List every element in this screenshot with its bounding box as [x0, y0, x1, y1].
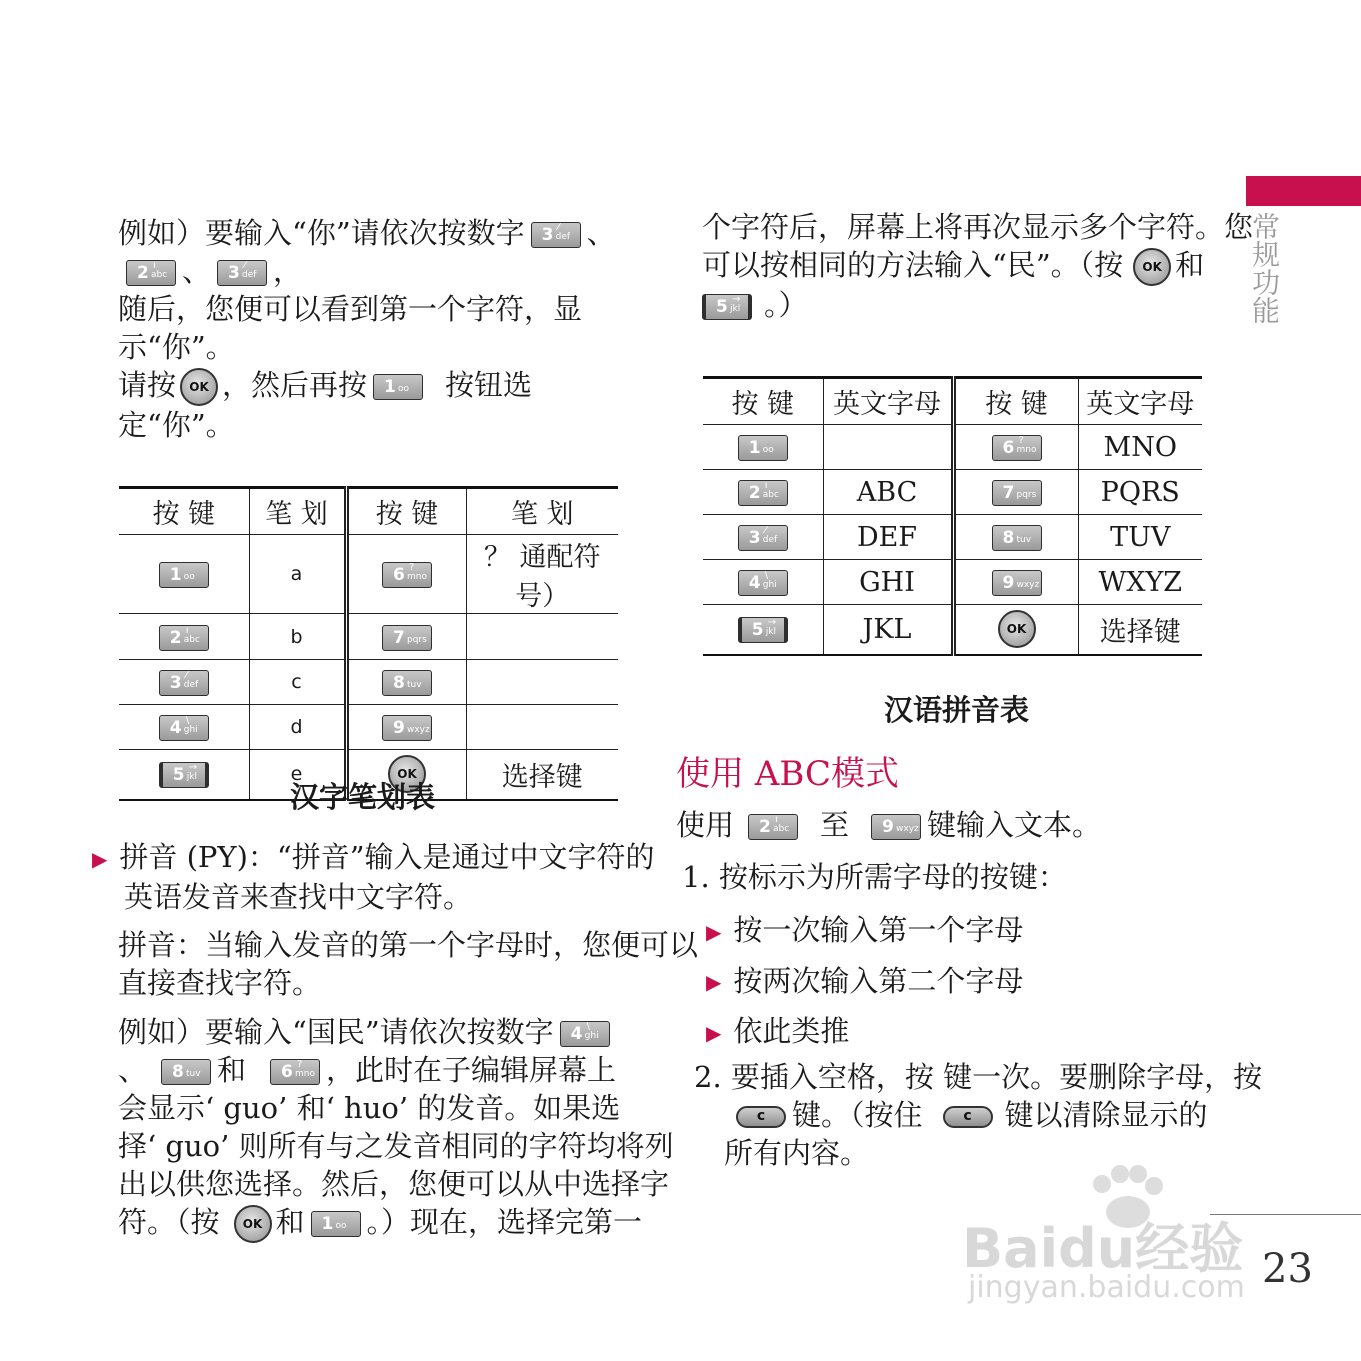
key-3: 3 ⁄ def [217, 260, 267, 286]
key-5: 5 → jkl [159, 762, 209, 788]
key-3: 3 ⁄ def [531, 222, 581, 248]
key-4: 4 \ ghi [560, 1021, 610, 1047]
key-2: 2 ı abc [738, 480, 788, 506]
key-4: 4 \ ghi [738, 570, 788, 596]
abc-item-1: 1. 按标示为所需字母的按键： [682, 860, 1067, 894]
bullet-arrow-icon: ▶ [706, 919, 722, 944]
ok-key-icon: OK [234, 1205, 272, 1243]
key-2: 2 ı abc [126, 260, 176, 286]
key-4: 4 \ ghi [159, 715, 209, 741]
ok-key-icon: OK [180, 368, 218, 406]
list-item: ▶ 依此类推 [706, 1014, 850, 1048]
key-6: 6 ? mno [382, 562, 432, 588]
col-key-2: 按 键 [953, 378, 1078, 425]
key-1: 1 oo [738, 435, 788, 461]
pinyin-key-table: 按 键 英文字母 按 键 英文字母 1 oo 6 ? mno MNO 2 ı abc ABC 7 pqrs PQRS 3 ⁄ def DEF 8 tuv TUV 4 \ ghi GHI 9 wxyz WXYZ 5 → jkl JKL OK 选择键 [703, 376, 1202, 656]
col-key: 按 键 [119, 488, 249, 535]
stroke-key-table: 按 键 笔 划 按 键 笔 划 1 oo a 6 ? mno ？ 通配符号） 2 ı abc b 7 pqrs 3 ⁄ def c 8 tuv 4 \ ghi d 9 wxyz 5 → jkl e OK 选择键 [119, 486, 618, 801]
key-8: 8 tuv [382, 670, 432, 696]
abc-mode-heading: 使用 ABC模式 [676, 754, 899, 794]
left-para-3: 例如）要输入“国民”请依次按数字 4 \ ghi 、 8 tuv 和 6 ? mno ，此时在子编辑屏幕上 会显示‘ guo’ 和‘ huo’ 的发音。如果选 择‘ guo’ 则所有与之发音相同的字符均将列 出以供您选择。然后，您便可以从中选择字 符。（按 OK 和 1 oo 。）现在，选择完第一 [118, 1013, 674, 1243]
watermark-url: jingyan.baidu.com [968, 1270, 1245, 1305]
key-1: 1 oo [373, 374, 423, 400]
col-stroke-2: 笔 划 [466, 488, 618, 535]
key-2: 2 ı abc [748, 814, 798, 840]
page-number: 23 [1262, 1246, 1313, 1292]
side-tab-bar [1246, 176, 1361, 206]
col-letters: 英文字母 [823, 378, 953, 425]
key-7: 7 pqrs [992, 480, 1042, 506]
watermark [962, 1162, 1292, 1312]
key-9: 9 wxyz [871, 814, 921, 840]
col-key: 按 键 [703, 378, 823, 425]
table2-caption: 汉语拼音表 [884, 693, 1030, 727]
abc-item-2: 2. 要插入空格，按 键一次。要删除字母，按 c 键。（按住 c 键以清除显示的 所有内容。 [694, 1060, 1263, 1170]
key-8: 8 tuv [992, 525, 1042, 551]
list-item: ▶ 按一次输入第一个字母 [706, 913, 1024, 947]
ok-key-icon: OK [1133, 248, 1171, 286]
key-8: 8 tuv [161, 1059, 211, 1085]
abc-sub-list [706, 906, 1023, 1058]
watermark-brand: Baidu经验 [962, 1217, 1244, 1280]
key-6: 6 ? mno [992, 435, 1042, 461]
abc-line-1: 使用 2 ı abc 至 9 wxyz 键输入文本。 [676, 808, 1102, 842]
pinyin-bullet: ▶ 拼音 (PY)：“拼音”输入是通过中文字符的 英语发音来查找中文字符。 [92, 840, 655, 914]
ok-key-icon: OK [388, 755, 426, 793]
ok-key-icon: OK [998, 610, 1036, 648]
bullet-arrow-icon: ▶ [92, 847, 108, 871]
key-5: 5 → jkl [738, 617, 788, 643]
key-1: 1 oo [159, 562, 209, 588]
clear-key-icon: c [736, 1106, 786, 1128]
bullet-arrow-icon: ▶ [706, 970, 722, 994]
table1-caption: 汉字笔划表 [290, 780, 436, 814]
key-9: 9 wxyz [992, 570, 1042, 596]
bullet-arrow-icon: ▶ [706, 1020, 722, 1045]
key-2: 2 ı abc [159, 625, 209, 651]
left-para-1: 例如）要输入“你”请依次按数字 3 ⁄ def 、 2 ı abc 、 3 ⁄ def ， 随后，您便可以看到第一个字符，显 示“你”。 请按 OK ，然后再按 1 oo 按钮选 定“你”。 [118, 216, 616, 442]
right-para-1: 个字符后，屏幕上将再次显示多个字符。您 可以按相同的方法输入“民”。（按 OK 和 5 → jkl 。） [702, 210, 1254, 322]
col-stroke: 笔 划 [249, 488, 346, 535]
key-5: 5 → jkl [702, 294, 752, 320]
key-3: 3 ⁄ def [738, 525, 788, 551]
left-para-2: 拼音：当输入发音的第一个字母时，您便可以 直接查找字符。 [118, 928, 699, 1000]
side-tab-label: 常规功能 [1248, 212, 1281, 324]
key-7: 7 pqrs [382, 625, 432, 651]
key-3: 3 ⁄ def [159, 670, 209, 696]
key-1: 1 oo [311, 1211, 361, 1237]
col-letters-2: 英文字母 [1078, 378, 1202, 425]
list-item: ▶ 按两次输入第二个字母 [706, 963, 1024, 998]
key-6: 6 ? mno [270, 1059, 320, 1085]
clear-key-icon: c [943, 1106, 993, 1128]
key-9: 9 wxyz [382, 715, 432, 741]
col-key-2: 按 键 [346, 488, 466, 535]
